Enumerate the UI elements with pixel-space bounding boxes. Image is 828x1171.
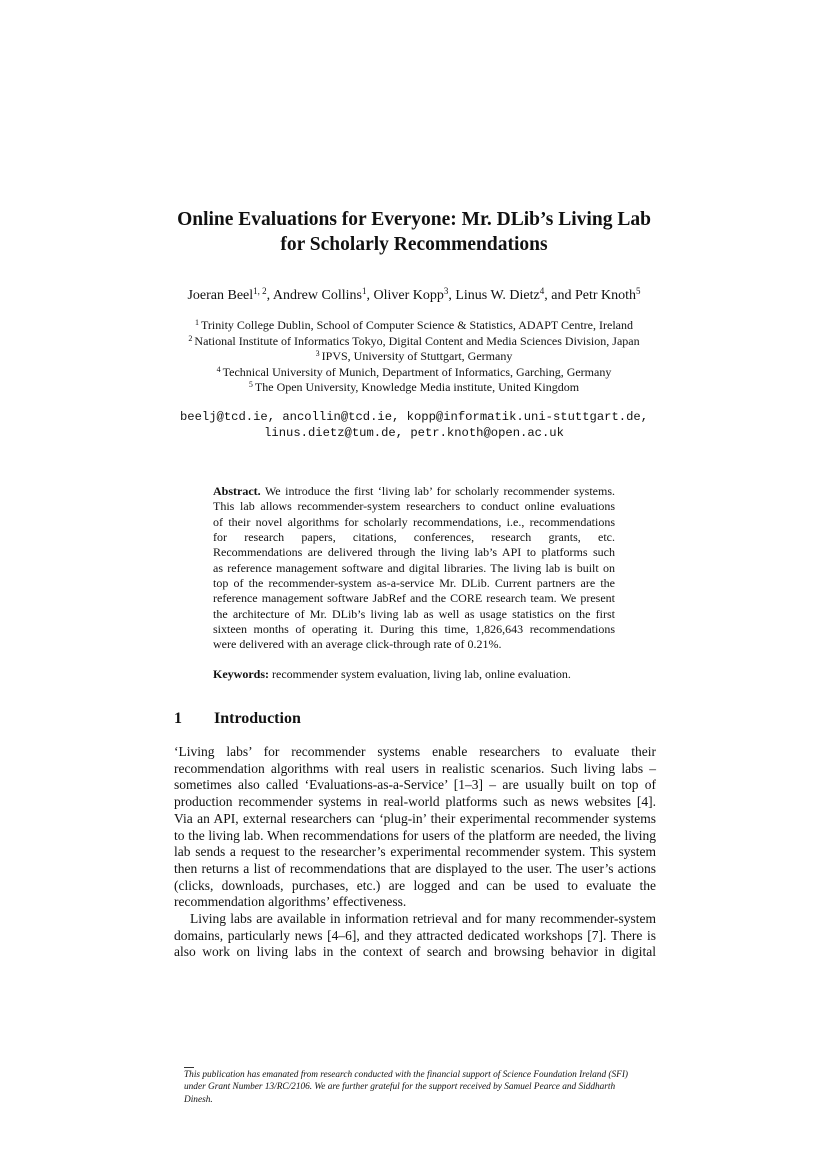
keywords: [213, 667, 615, 682]
abstract-line: as reference management software and digital libraries. The living lab is built on: [213, 560, 615, 575]
author: Joeran Beel$^{1, 2}$,: [187, 286, 273, 303]
author: Petr Knoth$^5$: [574, 286, 641, 303]
body-line: to the living lab. When recommendations for users of the platform are needed, the living: [174, 827, 656, 843]
abstract-line: for research papers, citations, conferences, research grants, etc.: [213, 530, 615, 545]
abstract-line: reference management software JabRef and the CORE research team. We present: [213, 591, 615, 606]
keywords-label: Keywords:: [213, 667, 269, 681]
author: Oliver Kopp$^3$,: [373, 286, 456, 303]
paper-title: [120, 207, 708, 257]
affiliation-list: [100, 318, 728, 396]
affiliation: $^1$ Trinity College Dublin, School of Computer Science & Statistics, ADAPT Centre, Ireland: [195, 318, 633, 332]
email-line-2: linus.dietz@tum.de, petr.knoth@open.ac.uk: [264, 426, 564, 440]
body-line: sometimes also called ‘Evaluations-as-a-Service’ [1–3] – are usually built on top of: [174, 777, 656, 793]
affiliation: $^5$ The Open University, Knowledge Media institute, United Kingdom: [248, 380, 580, 394]
body-line: (clicks, downloads, purchases, etc.) are logged and can be used to evaluate the: [174, 877, 656, 893]
abstract-line: top of the recommender-system as-a-service Mr. DLib. Current partners are the: [213, 576, 615, 591]
abstract-line: of their novel algorithms for scholarly recommendations, i.e., recommendations: [213, 514, 615, 529]
title-line-2: for Scholarly Recommendations: [280, 234, 548, 255]
abstract-line: Abstract. We introduce the first ‘living lab’ for scholarly recommender systems.: [213, 484, 615, 498]
affiliation: $^3$ IPVS, University of Stuttgart, Germany: [315, 349, 513, 363]
abstract-line: were delivered with an average click-through rate of 0.21%.: [213, 637, 502, 652]
affiliation: $^4$ Technical University of Munich, Department of Informatics, Garching, Germany: [216, 364, 612, 379]
footnote-line: This publication has emanated from research conducted with the financial support of Science Foundation Ireland (SFI): [184, 1070, 629, 1080]
abstract-line: sixteen months of operating it. During this time, 1,826,643 recommendations: [213, 622, 615, 637]
abstract-line: the architecture of Mr. DLib’s living lab as well as usage statistics on the first: [213, 606, 615, 621]
footnote-line: Dinesh.: [184, 1094, 213, 1105]
body-line: ‘Living labs’ for recommender systems enable researchers to evaluate their: [174, 744, 656, 759]
body-line: recommendation algorithms with real users in realistic scenarios. Such living labs –: [174, 760, 656, 776]
body-line: recommendation algorithms’ effectiveness.: [174, 894, 407, 910]
section-title: Introduction: [214, 710, 301, 727]
keywords-text: recommender system evaluation, living lab, online evaluation.: [272, 667, 571, 681]
section-heading: [174, 709, 301, 729]
title-line-1: Online Evaluations for Everyone: Mr. DLib’s Living Lab: [177, 209, 651, 230]
body-line: production recommender systems in real-world platforms such as news websites [4].: [174, 794, 656, 810]
body-line: then returns a list of recommendations that are displayed to the user. The user’s actions: [174, 860, 656, 876]
section-number: 1: [174, 710, 182, 727]
footnote-rule: [184, 1067, 194, 1068]
author-list: [100, 287, 728, 305]
abstract-label: Abstract.: [213, 484, 261, 498]
footnote: [184, 1069, 654, 1106]
body-line: lab sends a request to the researcher’s experimental recommender system. This system: [174, 844, 656, 860]
abstract-line: Recommendations are delivered through the living lab’s API to platforms such: [213, 545, 615, 560]
email-line-1: beelj@tcd.ie, ancollin@tcd.ie, kopp@informatik.uni-stuttgart.de,: [179, 410, 649, 424]
body-line: Living labs are available in information retrieval and for many recommender-system: [190, 911, 656, 927]
author: Andrew Collins$^1$,: [272, 286, 374, 303]
body-text: [174, 744, 656, 961]
author: Linus W. Dietz$^4$, and: [455, 286, 575, 303]
body-line: Via an API, external researchers can ‘plug-in’ their experimental recommender systems: [174, 810, 656, 826]
email-list: [100, 409, 728, 441]
affiliation: $^2$ National Institute of Informatics Tokyo, Digital Content and Media Sciences Division, Japan: [188, 333, 640, 348]
body-line: domains, particularly news [4–6], and they attracted dedicated workshops [7]. There is: [174, 927, 656, 943]
abstract-line: This lab allows recommender-system researchers to conduct online evaluations: [213, 499, 615, 514]
footnote-line: under Grant Number 13/RC/2106. We are further grateful for the support received by Samuel Pearce and Siddharth: [184, 1082, 616, 1093]
abstract: [213, 484, 615, 653]
body-line: also work on living labs in the context of search and browsing behavior in digital: [174, 944, 656, 960]
